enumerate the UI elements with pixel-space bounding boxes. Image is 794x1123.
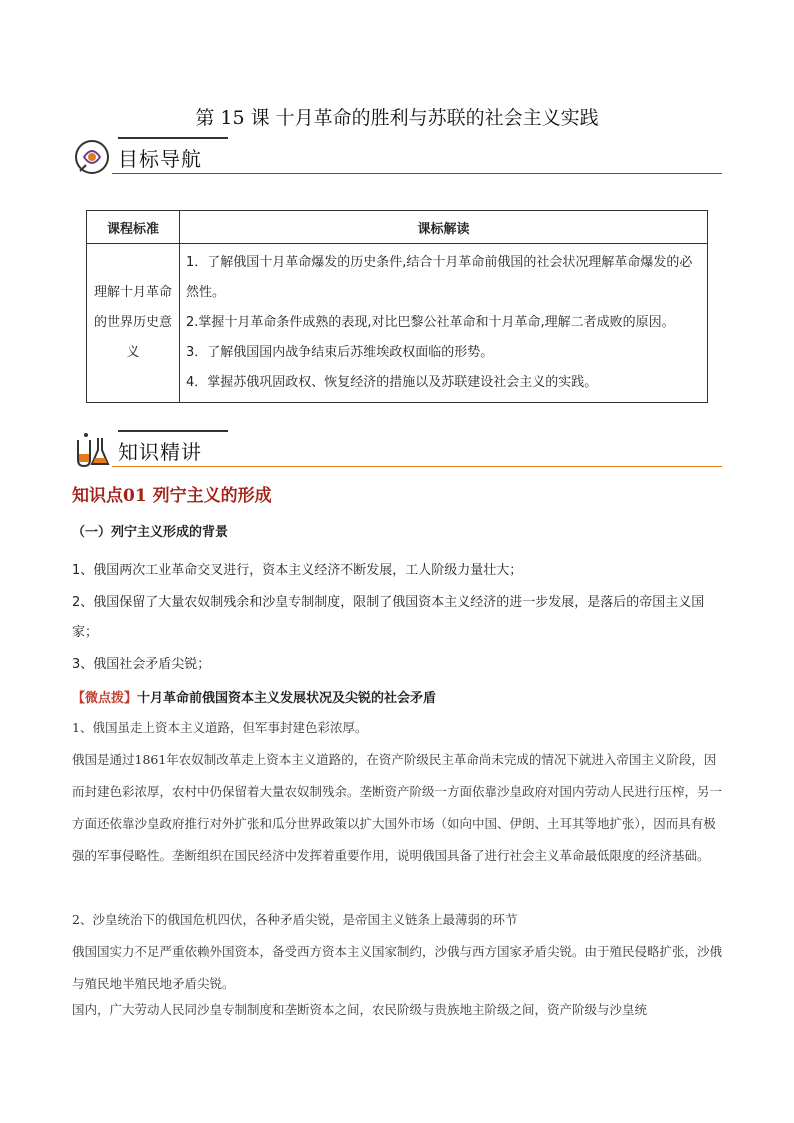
section-label: 目标导航 <box>118 147 202 171</box>
paragraph: 3、俄国社会矛盾尖锐； <box>72 657 211 672</box>
knowledge-point-title: 知识点01 列宁主义的形成 <box>72 486 272 506</box>
brain-head-icon <box>72 137 112 177</box>
header-underline <box>112 466 722 467</box>
interpretation-item: 3．了解俄国国内战争结束后苏维埃政权面临的形势。 <box>186 345 494 360</box>
curriculum-standards-table <box>86 210 708 403</box>
interpretation-item: 2.掌握十月革命条件成熟的表现,对比巴黎公社革命和十月革命,理解二者成败的原因。 <box>186 315 675 330</box>
header-top-rule <box>118 430 228 432</box>
header-top-rule <box>118 137 228 139</box>
section-header-knowledge <box>72 430 722 470</box>
section-label: 知识精讲 <box>118 440 202 464</box>
tip-bracket: 【微点拨】 <box>72 691 138 706</box>
section-header-goals <box>72 137 722 177</box>
tip-heading <box>72 684 724 714</box>
table-header-row <box>87 211 708 244</box>
table-row <box>87 244 708 403</box>
lab-flask-icon <box>72 430 112 470</box>
table-header-standard: 课程标准 <box>87 211 180 244</box>
paragraph: 国内，广大劳动人民同沙皇专制制度和垄断资本之间，农民阶级与贵族地主阶级之间，资产阶级与沙皇统 <box>72 1002 648 1017</box>
header-underline <box>112 173 722 174</box>
interpretation-list <box>180 244 708 403</box>
standard-topic: 理解十月革命的世界历史意义 <box>87 244 180 403</box>
paragraph: 2、沙皇统治下的俄国危机四伏，各种矛盾尖锐，是帝国主义链条上最薄弱的环节 <box>72 912 518 927</box>
lesson-title: 第 15 课 十月革命的胜利与苏联的社会主义实践 <box>195 107 599 129</box>
paragraph: 1、俄国两次工业革命交叉进行，资本主义经济不断发展，工人阶级力量壮大； <box>72 563 523 578</box>
subheading: （一）列宁主义形成的背景 <box>72 525 229 540</box>
paragraph: 俄国国实力不足严重依赖外国资本，备受西方资本主义国家制约，沙俄与西方国家矛盾尖锐。由于殖民侵略扩张，沙俄与殖民地半殖民地矛盾尖锐。 <box>72 944 723 991</box>
paragraph: 1、俄国虽走上资本主义道路，但军事封建色彩浓厚。 <box>72 720 368 735</box>
table-header-interpretation: 课标解读 <box>180 211 708 244</box>
paragraph: 俄国是通过1861年农奴制改革走上资本主义道路的，在资产阶级民主革命尚未完成的情况下就进入帝国主义阶段，因而封建色彩浓厚，农村中仍保留着大量农奴制残余。垄断资产阶级一方面依靠沙皇政府对国内劳动人民进行压榨，另一方面还依靠沙皇政府推行对外扩张和瓜分世界政策以扩大国外市场（如向中国、伊朗、土耳其等地扩张），因而具有极强的军事侵略性。垄断组织在国民经济中发挥着重要作用，说明俄国具备了进行社会主义革命最低限度的经济基础。 <box>72 752 723 863</box>
tip-text: 十月革命前俄国资本主义发展状况及尖锐的社会矛盾 <box>137 691 437 706</box>
paragraph: 2、俄国保留了大量农奴制残余和沙皇专制制度，限制了俄国资本主义经济的进一步发展，是落后的帝国主义国家； <box>72 595 705 640</box>
interpretation-item: 4．掌握苏俄巩固政权、恢复经济的措施以及苏联建设社会主义的实践。 <box>186 375 598 390</box>
interpretation-item: 1．了解俄国十月革命爆发的历史条件,结合十月革命前俄国的社会状况理解革命爆发的必然性。 <box>186 255 693 300</box>
